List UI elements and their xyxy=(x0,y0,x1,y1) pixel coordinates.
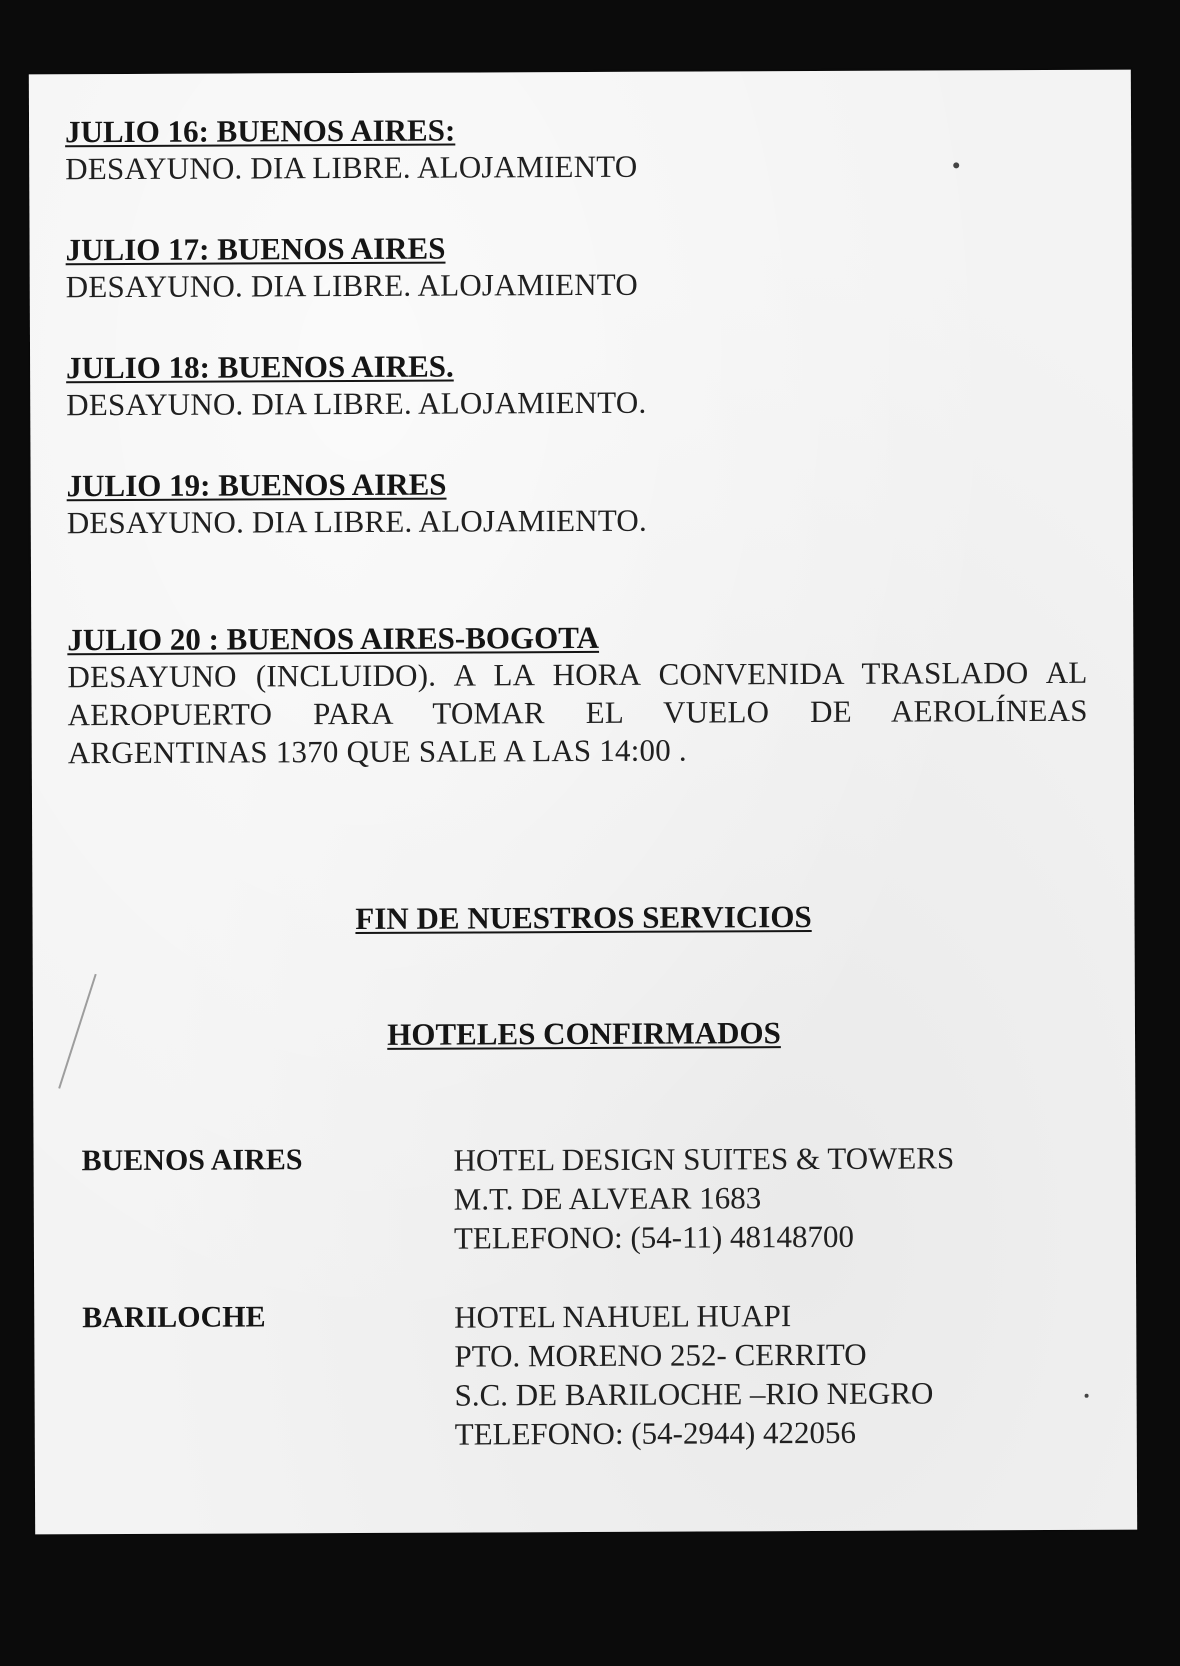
day-heading: JULIO 17: BUENOS AIRES xyxy=(65,230,446,268)
day-heading: JULIO 16: BUENOS AIRES: xyxy=(64,112,456,150)
hotel-name: HOTEL NAHUEL HUAPI xyxy=(454,1298,792,1335)
hotel-details xyxy=(453,1138,954,1257)
hotel-city: BARILOCHE xyxy=(82,1300,266,1335)
itinerary-day-4 xyxy=(67,466,647,543)
itinerary-day-2 xyxy=(66,230,638,306)
end-of-services-heading: FIN DE NUESTROS SERVICIOS xyxy=(355,899,812,936)
hotel-phone: TELEFONO: (54-11) 48148700 xyxy=(453,1218,855,1256)
hotel-name: HOTEL DESIGN SUITES & TOWERS xyxy=(453,1140,955,1178)
hotel-entry-bariloche xyxy=(82,1295,1102,1452)
day-heading: JULIO 20 : BUENOS AIRES-BOGOTA xyxy=(67,619,600,658)
day-description: DESAYUNO (INCLUIDO). A LA HORA CONVENIDA TRASLADO AL AEROPUERTO PARA TOMAR EL VUELO DE AEROLÍNEAS ARGENTINAS 1370 QUE SALE A LAS 14:00 . xyxy=(67,654,1088,771)
day-description: DESAYUNO. DIA LIBRE. ALOJAMIENTO. xyxy=(66,502,647,541)
day-description: DESAYUNO. DIA LIBRE. ALOJAMIENTO xyxy=(65,266,638,305)
hotels-confirmed-heading: HOTELES CONFIRMADOS xyxy=(387,1015,781,1052)
day-heading: JULIO 19: BUENOS AIRES xyxy=(66,466,447,504)
itinerary-day-5 xyxy=(67,618,1088,772)
hotel-address: PTO. MORENO 252- CERRITO xyxy=(454,1336,867,1374)
paper-speck xyxy=(953,162,959,168)
hotel-phone: TELEFONO: (54-2944) 422056 xyxy=(454,1414,857,1452)
day-description: DESAYUNO. DIA LIBRE. ALOJAMIENTO. xyxy=(66,384,647,423)
hotel-details xyxy=(454,1295,933,1453)
hotel-city: BUENOS AIRES xyxy=(81,1143,303,1178)
hotel-address: M.T. DE ALVEAR 1683 xyxy=(453,1180,762,1217)
itinerary-day-3 xyxy=(66,348,646,425)
day-heading: JULIO 18: BUENOS AIRES. xyxy=(66,348,454,386)
itinerary-day-1 xyxy=(65,112,637,188)
hotel-entry-buenos-aires xyxy=(81,1138,1101,1256)
scanned-paper-sheet xyxy=(29,70,1137,1535)
day-description: DESAYUNO. DIA LIBRE. ALOJAMIENTO xyxy=(65,148,638,187)
paper-speck xyxy=(1085,1394,1089,1398)
hotel-address-city: S.C. DE BARILOCHE –RIO NEGRO xyxy=(454,1375,934,1413)
